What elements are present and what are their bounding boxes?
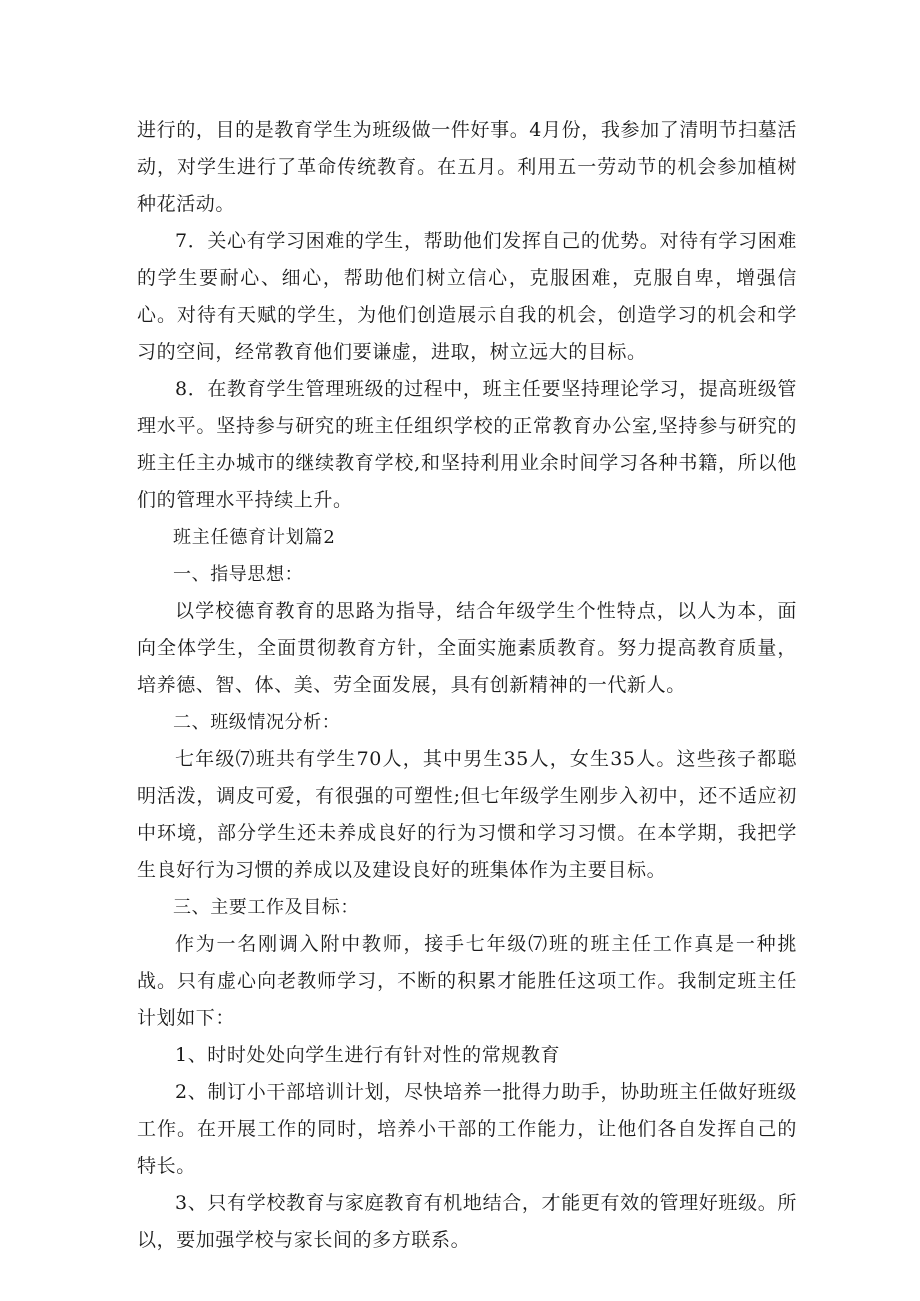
list-item-plan-2: 2、制订小干部培训计划，尽快培养一批得力助手，协助班主任做好班级工作。在开展工作的同时，培养小干部的工作能力，让他们各自发挥自己的特长。 bbox=[137, 1081, 797, 1177]
paragraph-continuation: 进行的，目的是教育学生为班级做一件好事。4月份，我参加了清明节扫墓活动，对学生进行了革命传统教育。在五月。利用五一劳动节的机会参加植树种花活动。 bbox=[137, 119, 797, 215]
paragraph-work-intro: 作为一名刚调入附中教师，接手七年级⑺班的班主任工作真是一种挑战。只有虚心向老教师学习，不断的积累才能胜任这项工作。我制定班主任计划如下： bbox=[137, 933, 797, 1029]
heading-main-work: 三、主要工作及目标： bbox=[173, 897, 359, 918]
list-item-plan-1: 1、时时处处向学生进行有针对性的常规教育 bbox=[175, 1044, 561, 1066]
list-item-plan-3: 3、只有学校教育与家庭教育有机地结合，才能更有效的管理好班级。所以，要加强学校与家长间的多方联系。 bbox=[137, 1192, 797, 1251]
paragraph-class-analysis: 七年级⑺班共有学生70人，其中男生35人，女生35人。这些孩子都聪明活泼，调皮可爱，有很强的可塑性;但七年级学生刚步入初中，还不适应初中环境，部分学生还未养成良好的行为习惯和学习习惯。在本学期，我把学生良好行为习惯的养成以及建设良好的班集体作为主要目标。 bbox=[137, 748, 797, 881]
document-body bbox=[137, 112, 797, 1259]
paragraph-guiding-thought: 以学校德育教育的思路为指导，结合年级学生个性特点，以人为本，面向全体学生，全面贯彻教育方针，全面实施素质教育。努力提高教育质量，培养德、智、体、美、劳全面发展，具有创新精神的一代新人。 bbox=[137, 600, 797, 696]
heading-class-analysis: 二、班级情况分析： bbox=[173, 712, 341, 733]
paragraph-item-8: 8．在教育学生管理班级的过程中，班主任要坚持理论学习，提高班级管理水平。坚持参与研究的班主任组织学校的正常教育办公室,坚持参与研究的班主任主办城市的继续教育学校,和坚持利用业余时间学习各种书籍，所以他们的管理水平持续上升。 bbox=[137, 378, 797, 511]
section-title: 班主任德育计划篇2 bbox=[173, 527, 336, 548]
paragraph-item-7: 7．关心有学习困难的学生，帮助他们发挥自己的优势。对待有学习困难的学生要耐心、细心，帮助他们树立信心，克服困难，克服自卑，增强信心。对待有天赋的学生，为他们创造展示自我的机会，创造学习的机会和学习的空间，经常教育他们要谦虚，进取，树立远大的目标。 bbox=[137, 230, 797, 363]
heading-guiding-thought: 一、指导思想： bbox=[173, 564, 304, 585]
